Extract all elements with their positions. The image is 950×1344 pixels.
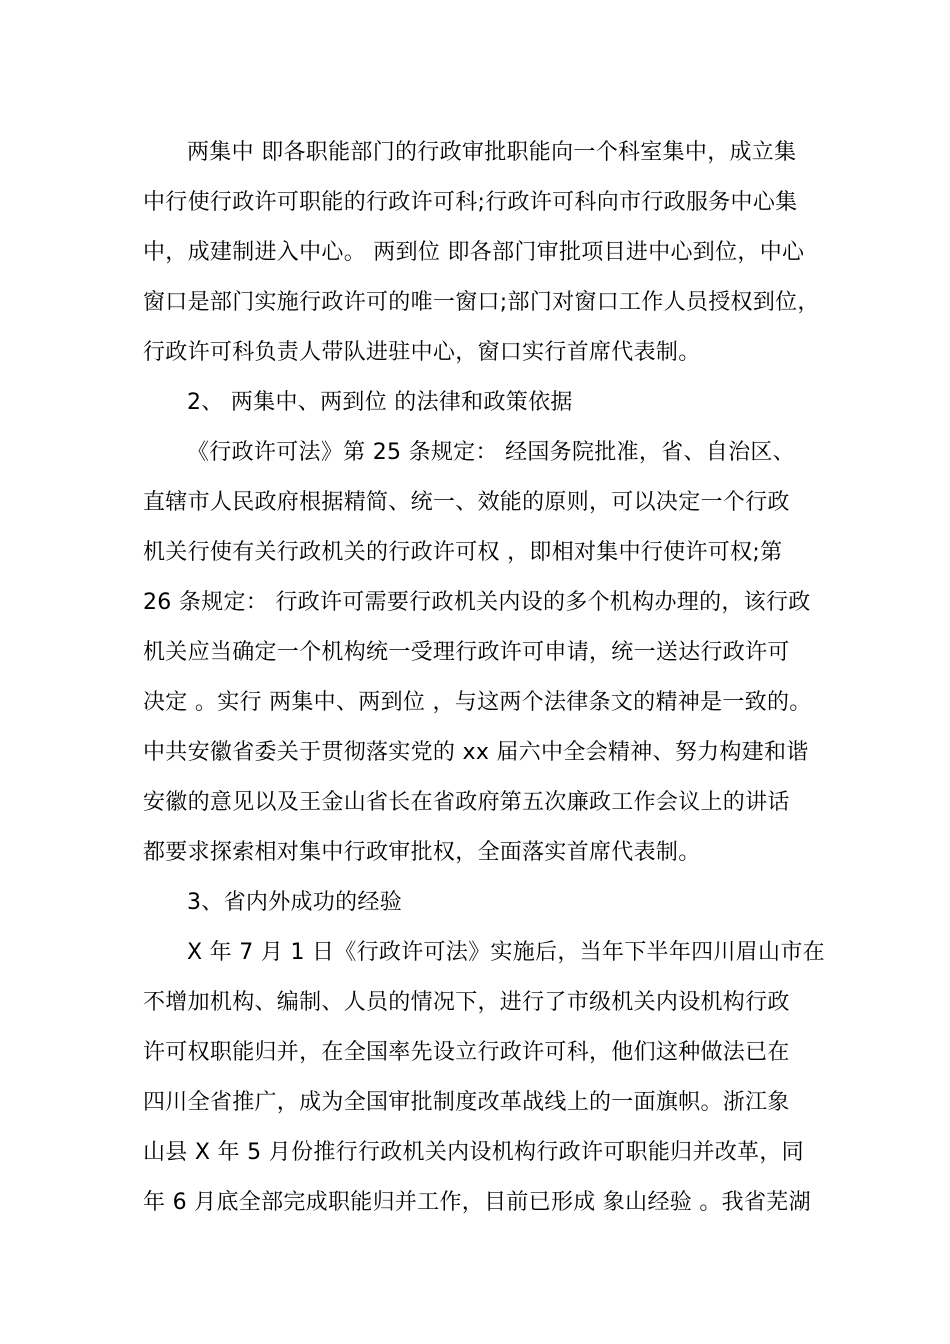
text-line: 四川全省推广，成为全国审批制度改革战线上的一面旗帜。浙江象 <box>143 1090 790 1115</box>
text-line: 中行使行政许可职能的行政许可科;行政许可科向市行政服务中心集 <box>143 190 798 215</box>
text-line: 直辖市人民政府根据精简、统一、效能的原则，可以决定一个行政 <box>143 490 790 515</box>
text-line: 26 条规定： 行政许可需要行政机关内设的多个机构办理的，该行政 <box>143 590 811 615</box>
document-body <box>143 128 833 1228</box>
text-line: 山县 X 年 5 月份推行行政机关内设机构行政许可职能归并改革，同 <box>143 1140 804 1165</box>
text-line: 安徽的意见以及王金山省长在省政府第五次廉政工作会议上的讲话 <box>143 790 790 815</box>
text-line: 年 6 月底全部完成职能归并工作，目前已形成 象山经验 。我省芜湖 <box>143 1190 811 1215</box>
text-line: 行政许可科负责人带队进驻中心，窗口实行首席代表制。 <box>143 340 701 365</box>
section-heading: 2、 两集中、两到位 的法律和政策依据 <box>187 390 573 415</box>
text-line: 不增加机构、编制、人员的情况下，进行了市级机关内设机构行政 <box>143 990 790 1015</box>
text-line: X 年 7 月 1 日《行政许可法》实施后，当年下半年四川眉山市在 <box>187 940 825 965</box>
text-line: 许可权职能归并，在全国率先设立行政许可科，他们这种做法已在 <box>143 1040 790 1065</box>
text-line: 机关行使有关行政机关的行政许可权 ，即相对集中行使许可权;第 <box>143 540 783 565</box>
text-line: 机关应当确定一个机构统一受理行政许可申请，统一送达行政许可 <box>143 640 790 665</box>
text-line: 中共安徽省委关于贯彻落实党的 xx 届六中全会精神、努力构建和谐 <box>143 740 809 765</box>
text-line: 两集中 即各职能部门的行政审批职能向一个科室集中，成立集 <box>187 140 797 165</box>
text-line: 决定 。实行 两集中、两到位 ，与这两个法律条文的精神是一致的。 <box>143 690 812 715</box>
text-line: 都要求探索相对集中行政审批权，全面落实首席代表制。 <box>143 840 701 865</box>
text-line: 窗口是部门实施行政许可的唯一窗口;部门对窗口工作人员授权到位， <box>143 290 820 315</box>
text-line: 《行政许可法》第 25 条规定： 经国务院批准，省、自治区、 <box>187 440 795 465</box>
text-line: 中，成建制进入中心。 两到位 即各部门审批项目进中心到位，中心 <box>143 240 805 265</box>
section-heading: 3、省内外成功的经验 <box>187 890 402 915</box>
